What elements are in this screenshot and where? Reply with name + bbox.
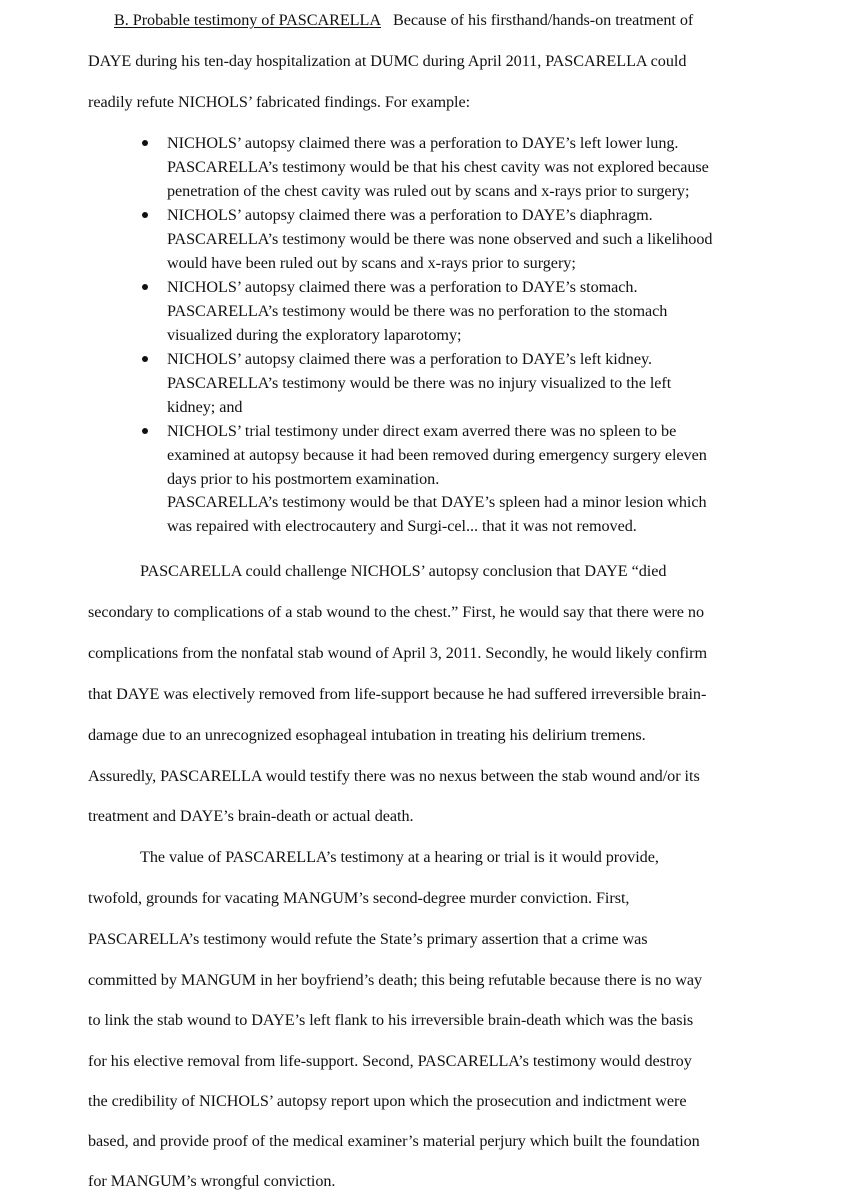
paragraph-line: for MANGUM’s wrongful conviction. <box>88 1172 336 1190</box>
bullet-line: NICHOLS’ trial testimony under direct exam averred there was no spleen to be <box>167 422 677 440</box>
bullet-line: PASCARELLA’s testimony would be that DAYE’s spleen had a minor lesion which <box>167 493 707 511</box>
bullet-line: was repaired with electrocautery and Surgi-cel... that it was not removed. <box>167 517 637 535</box>
paragraph-line: treatment and DAYE’s brain-death or actual death. <box>88 807 414 825</box>
paragraph-line: complications from the nonfatal stab wound of April 3, 2011. Secondly, he would likely confirm <box>88 644 708 662</box>
bullet-line: NICHOLS’ autopsy claimed there was a perforation to DAYE’s left kidney. <box>167 350 652 368</box>
bullet-line: NICHOLS’ autopsy claimed there was a perforation to DAYE’s stomach. <box>167 278 638 296</box>
intro-text: Because of his firsthand/hands-on treatment of <box>393 11 694 29</box>
paragraph-line: committed by MANGUM in her boyfriend’s death; this being refutable because there is no way <box>88 971 703 989</box>
bullet-line: PASCARELLA’s testimony would be that his chest cavity was not explored because <box>167 158 709 176</box>
bullet-line: visualized during the exploratory laparotomy; <box>167 326 462 344</box>
paragraph-line: PASCARELLA’s testimony would refute the State’s primary assertion that a crime was <box>88 930 648 948</box>
bullet-icon <box>142 140 148 146</box>
bullet-icon <box>142 428 148 434</box>
bullet-line: days prior to his postmortem examination. <box>167 470 440 488</box>
paragraph-line: The value of PASCARELLA’s testimony at a hearing or trial is it would provide, <box>140 848 659 866</box>
bullet-icon <box>142 284 148 290</box>
paragraph-line: the credibility of NICHOLS’ autopsy report upon which the prosecution and indictment were <box>88 1092 687 1110</box>
bullet-line: NICHOLS’ autopsy claimed there was a perforation to DAYE’s left lower lung. <box>167 134 679 152</box>
paragraph-line: damage due to an unrecognized esophageal intubation in treating his delirium tremens. <box>88 726 646 744</box>
bullet-line: examined at autopsy because it had been removed during emergency surgery eleven <box>167 446 707 464</box>
bullet-icon <box>142 356 148 362</box>
bullet-line: PASCARELLA’s testimony would be there was no injury visualized to the left <box>167 374 672 392</box>
intro-line: readily refute NICHOLS’ fabricated findings. For example: <box>88 93 471 111</box>
paragraph-line: based, and provide proof of the medical examiner’s material perjury which built the foundation <box>88 1132 700 1150</box>
bullet-line: PASCARELLA’s testimony would be there was none observed and such a likelihood <box>167 230 713 248</box>
bullet-icon <box>142 212 148 218</box>
section-heading-line <box>114 10 693 30</box>
paragraph-line: PASCARELLA could challenge NICHOLS’ autopsy conclusion that DAYE “died <box>140 562 667 580</box>
paragraph-line: that DAYE was electively removed from life-support because he had suffered irreversible brain- <box>88 685 707 703</box>
bullet-line: NICHOLS’ autopsy claimed there was a perforation to DAYE’s diaphragm. <box>167 206 653 224</box>
intro-line: DAYE during his ten-day hospitalization at DUMC during April 2011, PASCARELLA could <box>88 52 687 70</box>
section-heading: B. Probable testimony of PASCARELLA <box>114 11 382 29</box>
paragraph-line: Assuredly, PASCARELLA would testify there was no nexus between the stab wound and/or its <box>88 767 700 785</box>
bullet-line: kidney; and <box>167 398 243 416</box>
paragraph-line: twofold, grounds for vacating MANGUM’s second-degree murder conviction. First, <box>88 889 630 907</box>
paragraph-line: to link the stab wound to DAYE’s left flank to his irreversible brain-death which was the basis <box>88 1011 694 1029</box>
bullet-line: penetration of the chest cavity was ruled out by scans and x-rays prior to surgery; <box>167 182 690 200</box>
bullet-line: PASCARELLA’s testimony would be there was no perforation to the stomach <box>167 302 668 320</box>
bullet-line: would have been ruled out by scans and x-rays prior to surgery; <box>167 254 576 272</box>
paragraph-line: for his elective removal from life-support. Second, PASCARELLA’s testimony would destroy <box>88 1052 692 1070</box>
paragraph-line: secondary to complications of a stab wound to the chest.” First, he would say that there were no <box>88 603 705 621</box>
